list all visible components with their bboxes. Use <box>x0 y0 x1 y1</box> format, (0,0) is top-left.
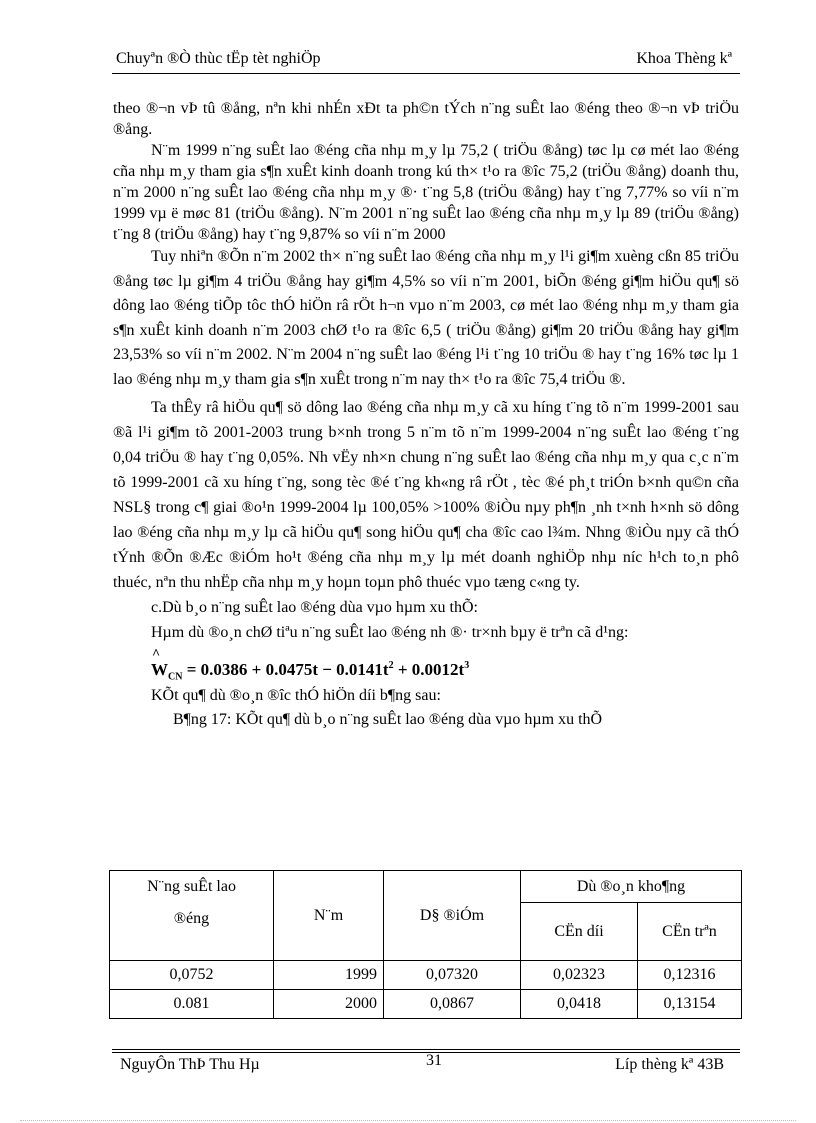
header-rule <box>112 73 740 74</box>
page-number: 31 <box>426 1052 442 1069</box>
footer-rule <box>112 1049 740 1050</box>
page-footer <box>112 1052 740 1078</box>
header-title: Chuyªn ®Ò thùc tËp tèt nghiÖp <box>116 50 321 67</box>
table-caption: B¶ng 17: KÕt qu¶ dù b¸o n¨ng suÊt lao ®éng dùa vµo hµm xu thÕ <box>173 711 603 728</box>
col-header-point-forecast: D§ ®iÓm <box>384 871 521 961</box>
paragraph: Ta thÊy râ hiÖu qu¶ sö dông lao ®éng cña nhµ m¸y cã xu híng t¨ng tõ n¨m 1999-2001 sau ®ã l¹i gi¶m tõ 2001-2003 trung b×nh trong 5 n¨m tõ n¨m 1999-2004 n¨ng suÊt lao ®éng t¨ng 0,04 triÖu ® hay t¨ng 0,05%. Nh vËy nh×n chung n¨ng suÊt lao ®éng cña nhµ m¸y qua c¸c n¨m tõ 1999-2001 cã xu híng t¨ng, song tèc ®é t¨ng kh«ng râ rÖt , tèc ®é ph¸t triÓn b×nh qu©n cña NSL§ trong c¶ giai ®o¹n 1999-2004 lµ 100,05% >100% ®iÒu nµy ph¶n ¸nh t×nh h×nh sö dông lao ®éng cña nhµ m¸y lµ cã hiÖu qu¶ song hiÖu qu¶ cha ®îc cao l¾m. Nhng ®iÒu nµy cã thÓ tÝnh ®Õn ®Æc ®iÓm ho¹t ®éng cña nhµ m¸y lµ mét doanh nghiÖp nhµ níc h¹ch to¸n phô thuéc, nªn thu nhËp cña nhµ m¸y hoµn toµn phô thuéc vµo tæng c«ng ty. <box>113 399 739 591</box>
col-header-lower: CËn díi <box>521 903 638 961</box>
forecast-table <box>109 870 742 1019</box>
header-department: Khoa Thèng kª <box>636 50 732 67</box>
footer-class: Líp thèng kª 43B <box>615 1056 724 1073</box>
body-text <box>113 98 739 732</box>
table-row: 0.081 2000 0,0867 0,0418 0,13154 <box>110 990 742 1019</box>
page-edge <box>20 1120 796 1121</box>
col-header-productivity: N¨ng suÊt lao ®éng <box>110 871 274 961</box>
table-row: 0,0752 1999 0,07320 0,02323 0,12316 <box>110 961 742 990</box>
paragraph: theo ®¬n vÞ tû ®ång, nªn khi nhÉn xÐt ta ph©n tÝch n¨ng suÊt lao ®éng theo ®¬n vÞ triÖu ®ång. <box>113 100 739 138</box>
col-header-interval: Dù ®o¸n kho¶ng <box>521 871 742 903</box>
paragraph: Hµm dù ®o¸n chØ tiªu n¨ng suÊt lao ®éng nh ®· tr×nh bµy ë trªn cã d¹ng: <box>151 624 629 641</box>
col-header-year: N¨m <box>274 871 384 961</box>
trend-formula: ^ $W_{CN} = 0.0386 + 0.0475t - 0.0141t^2 + 0.0012t^3$ <box>151 647 470 683</box>
paragraph: Tuy nhiªn ®Õn n¨m 2002 th× n¨ng suÊt lao ®éng cña nhµ m¸y l¹i gi¶m xuèng cßn 85 triÖu ®ång tøc lµ gi¶m 4 triÖu ®ång hay gi¶m 4,5% so víi n¨m 2001, biÕn ®éng gi¶m hiÖu qu¶ sö dông lao ®éng tiÕp tôc thÓ hiÖn râ rÖt h¬n vµo n¨m 2003, cø mét lao ®éng nhµ m¸y tham gia s¶n xuÊt kinh doanh n¨m 2003 chØ t¹o ra ®îc 6,5 ( triÖu ®ång) gi¶m 20 triÖu ®ång hay gi¶m 23,53% so víi n¨m 2002. N¨m 2004 n¨ng suÊt lao ®éng l¹i t¨ng 10 triÖu ® hay t¨ng 16% tøc lµ 1 lao ®éng nhµ m¸y tham gia s¶n xuÊt trong n¨m nay th× t¹o ra ®îc 75,4 triÖu ®. <box>113 248 739 388</box>
page-header <box>112 50 740 74</box>
footer-author: NguyÔn ThÞ Thu Hµ <box>120 1056 260 1073</box>
paragraph: KÕt qu¶ dù ®o¸n ®îc thÓ hiÖn díi b¶ng sau: <box>151 687 441 704</box>
paragraph: N¨m 1999 n¨ng suÊt lao ®éng cña nhµ m¸y lµ 75,2 ( triÖu ®ång) tøc lµ cø mét lao ®éng cña nhµ m¸y tham gia s¶n xuÊt kinh doanh trong kú th× t¹o ra ®îc 75,2 (triÖu ®ång) doanh thu, n¨m 2000 n¨ng suÊt lao ®éng cña nhµ m¸y ®· t¨ng 5,8 (triÖu ®ång) hay t¨ng 7,77% so víi n¨m 1999 vµ ë møc 81 (triÖu ®ång). N¨m 2001 n¨ng suÊt lao ®éng cña nhµ m¸y lµ 89 (triÖu ®ång) t¨ng 8 (triÖu ®ång) hay t¨ng 9,87% so víi n¨m 2000 <box>113 142 739 243</box>
subsection-heading: c.Dù b¸o n¨ng suÊt lao ®éng dùa vµo hµm xu thÕ: <box>151 599 478 616</box>
col-header-upper: CËn trªn <box>638 903 742 961</box>
